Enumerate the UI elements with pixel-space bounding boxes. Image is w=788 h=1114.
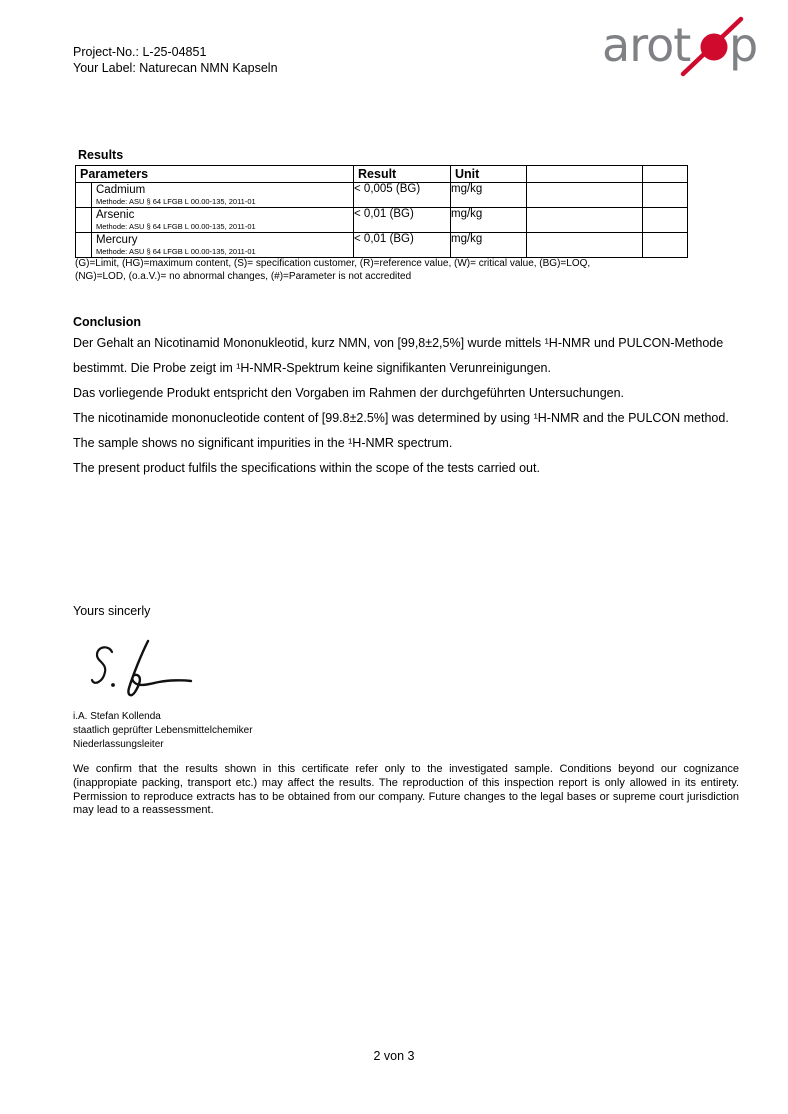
- signature-s-stroke: [92, 647, 112, 683]
- company-logo: [602, 16, 760, 85]
- signer-name: i.A. Stefan Kollenda: [73, 711, 161, 722]
- table-row: [76, 233, 688, 258]
- result-value: < 0,01 (BG): [354, 208, 451, 233]
- letterhead-info: [73, 44, 278, 76]
- signature-dot: [111, 683, 115, 687]
- parameter-cell: [92, 208, 354, 233]
- col-header-unit: Unit: [451, 166, 527, 183]
- customer-label: Your Label: Naturecan NMN Kapseln: [73, 61, 278, 75]
- table-header-row: [76, 166, 688, 183]
- legend-line-2: (NG)=LOD, (o.a.V.)= no abnormal changes, (#)=Parameter is not accredited: [75, 270, 412, 282]
- parameter-method: Methode: ASU § 64 LFGB L 00.00-135, 2011-01: [96, 197, 256, 206]
- empty-cell: [527, 233, 643, 258]
- handwritten-signature: [86, 638, 204, 711]
- parameter-cell: [92, 183, 354, 208]
- conclusion-paragraph-de-1: Der Gehalt an Nicotinamid Mononukleotid, kurz NMN, von [99,8±2,5%] wurde mittels ¹H-NMR und PULCON-Methode bestimmt. Die Probe zeigt im ¹H-NMR-Spektrum keine signifikanten Verunreinigungen.: [73, 336, 724, 375]
- col-header-parameters: Parameters: [76, 166, 354, 183]
- legend-line-1: (G)=Limit, (HG)=maximum content, (S)= specification customer, (R)=reference value, (W)= critical value, (BG)=LOQ,: [75, 258, 591, 269]
- conclusion-body: [73, 331, 735, 481]
- col-header-empty-2: [643, 166, 688, 183]
- parameter-method: Methode: ASU § 64 LFGB L 00.00-135, 2011-01: [96, 222, 256, 231]
- results-table: [75, 165, 688, 258]
- col-header-result: Result: [354, 166, 451, 183]
- signature-graphic: [86, 638, 204, 706]
- unit-value: mg/kg: [451, 233, 527, 258]
- empty-cell: [643, 233, 688, 258]
- arotop-logo-graphic: [602, 16, 760, 80]
- result-value: < 0,005 (BG): [354, 183, 451, 208]
- results-heading: Results: [78, 148, 124, 162]
- table-row: [76, 208, 688, 233]
- result-value: < 0,01 (BG): [354, 233, 451, 258]
- signature-k-stroke: [128, 641, 191, 695]
- confirmation-text: We confirm that the results shown in this certificate refer only to the investigated sample. Conditions beyond our cognizance (inappropiate packing, transport etc.) may affect the results. The reproduction of this inspection report is only allowed in its entirety. Permission to reproduce extracts has to be obtained from our company. Future changes to the legal bases or supreme court jurisdiction may lead to a reassessment.: [73, 763, 739, 817]
- parameter-cell: [92, 233, 354, 258]
- conclusion-paragraph-en-1: The nicotinamide mononucleotide content of [99.8±2.5%] was determined by using ¹H-NMR and the PULCON method. The sample shows no significant impurities in the ¹H-NMR spectrum.: [73, 411, 729, 450]
- empty-cell: [643, 183, 688, 208]
- page-number: 2 von 3: [373, 1049, 415, 1063]
- signer-qualification: staatlich geprüfter Lebensmittelchemiker: [73, 725, 253, 736]
- table-legend: [75, 258, 715, 283]
- signer-position: Niederlassungsleiter: [73, 739, 164, 750]
- project-number: Project-No.: L-25-04851: [73, 45, 207, 59]
- parameter-name: Arsenic: [96, 209, 135, 221]
- row-marker-cell: [76, 183, 92, 208]
- signer-block: [73, 710, 253, 752]
- row-marker-cell: [76, 208, 92, 233]
- col-header-empty-1: [527, 166, 643, 183]
- table-row: [76, 183, 688, 208]
- conclusion-heading: Conclusion: [73, 315, 142, 329]
- parameter-name: Cadmium: [96, 184, 146, 196]
- conclusion-paragraph-en-2: The present product fulfils the specifications within the scope of the tests carried out.: [73, 461, 540, 475]
- parameter-method: Methode: ASU § 64 LFGB L 00.00-135, 2011-01: [96, 247, 256, 256]
- logo-text-arot: arot: [602, 18, 691, 72]
- unit-value: mg/kg: [451, 208, 527, 233]
- row-marker-cell: [76, 233, 92, 258]
- empty-cell: [527, 208, 643, 233]
- unit-value: mg/kg: [451, 183, 527, 208]
- empty-cell: [643, 208, 688, 233]
- salutation: Yours sincerly: [73, 604, 151, 618]
- conclusion-paragraph-de-2: Das vorliegende Produkt entspricht den Vorgaben im Rahmen der durchgeführten Untersuchungen.: [73, 386, 625, 400]
- logo-text-p: p: [729, 18, 759, 72]
- empty-cell: [527, 183, 643, 208]
- parameter-name: Mercury: [96, 234, 138, 246]
